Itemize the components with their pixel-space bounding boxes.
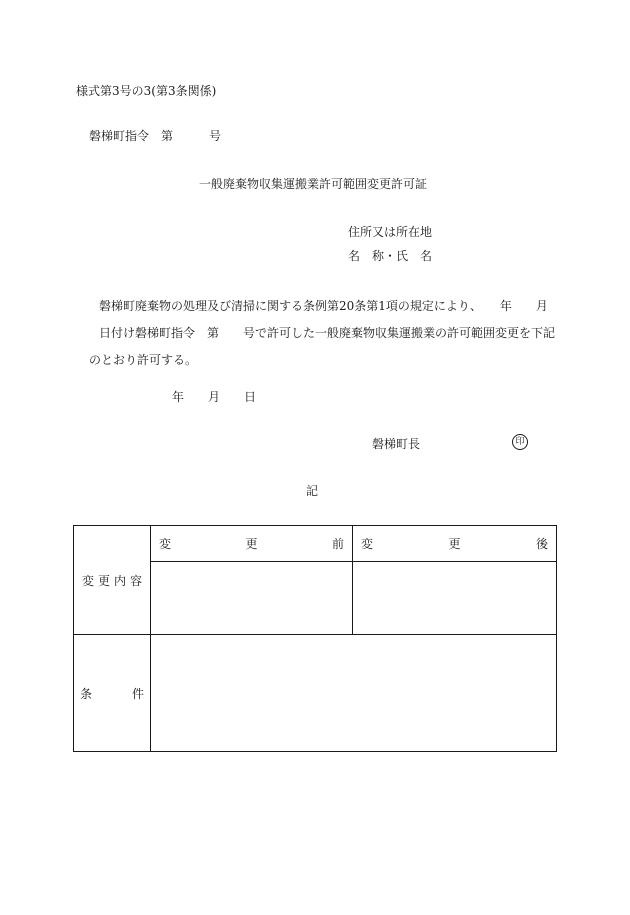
before-header: 変 更 前 <box>159 537 344 551</box>
before-header-cell <box>151 526 353 562</box>
document-title: 一般廃棄物収集運搬業許可範囲変更許可証 <box>199 177 428 191</box>
after-content-cell <box>353 562 557 635</box>
after-header: 変 更 後 <box>361 537 548 551</box>
reference-dai: 第 <box>161 129 174 143</box>
body-line-2: 日付け磐梯町指令 第 号で許可した一般廃棄物収集運搬業の許可範囲変更を下記 <box>99 326 556 340</box>
date-line: 年 月 日 <box>172 390 257 404</box>
ki-heading: 記 <box>306 484 319 498</box>
body-line-3: のとおり許可する。 <box>89 353 198 367</box>
changes-label-cell <box>74 526 151 635</box>
body-text <box>89 293 569 374</box>
conditions-content-cell <box>151 635 557 752</box>
name-label: 名 称・氏 名 <box>348 249 433 263</box>
seal-mark: 印 <box>512 434 528 450</box>
conditions-label: 条 件 <box>80 686 144 701</box>
before-content-cell <box>151 562 353 635</box>
changes-label: 変 更 内 容 <box>82 573 142 588</box>
conditions-label-cell <box>74 635 151 752</box>
body-line-1: 磐梯町廃棄物の処理及び清掃に関する条例第20条第1項の規定により、 年 月 <box>99 299 548 313</box>
reference-go: 号 <box>209 129 222 143</box>
after-header-cell <box>353 526 557 562</box>
address-label: 住所又は所在地 <box>348 225 433 239</box>
issuer-name: 磐梯町長 <box>372 437 421 451</box>
details-table <box>73 525 557 752</box>
form-number: 様式第3号の3(第3条関係) <box>76 84 217 98</box>
reference-prefix: 磐梯町指令 <box>89 129 150 143</box>
reference-number <box>89 128 221 144</box>
